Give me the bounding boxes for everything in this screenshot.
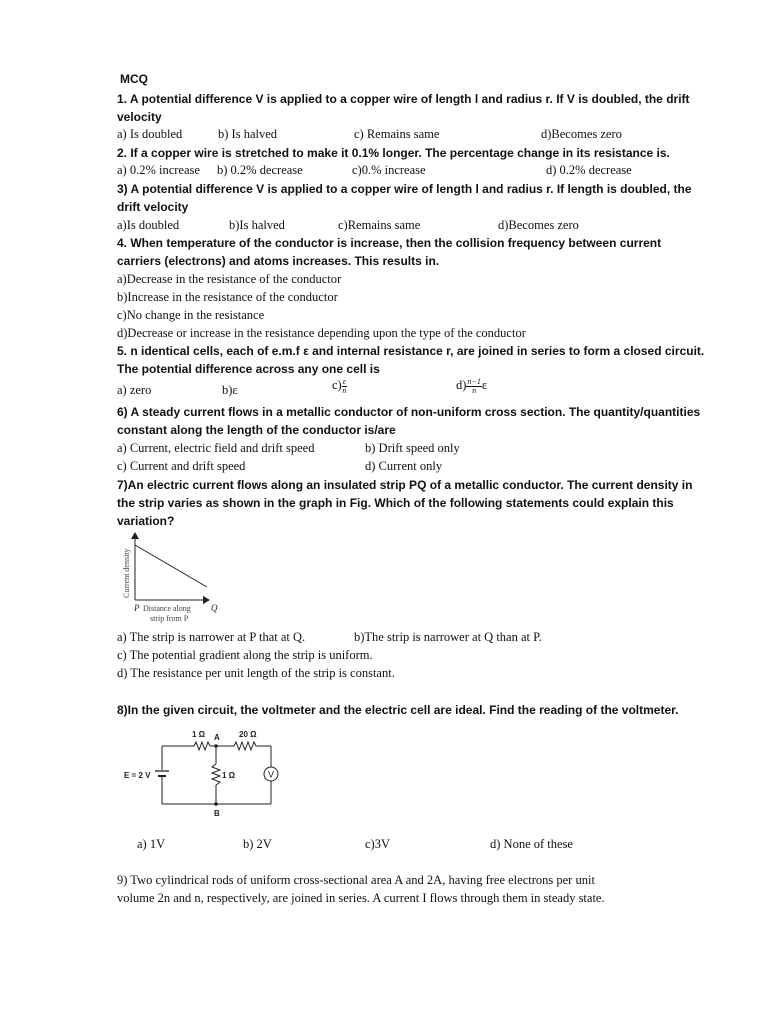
q5-option-d-denominator: n bbox=[472, 385, 477, 395]
graph-x-label-line1: Distance along bbox=[143, 604, 191, 613]
q6-option-c[interactable]: c) Current and drift speed bbox=[117, 459, 246, 473]
q3-text-line1: 3) A potential difference V is applied to a copper wire of length l and radius r. If length is doubled, the bbox=[117, 182, 692, 196]
q6-option-b[interactable]: b) Drift speed only bbox=[365, 441, 460, 455]
q2-option-d[interactable]: d) 0.2% decrease bbox=[546, 163, 632, 177]
q7-text-line2: the strip varies as shown in the graph in Fig. Which of the following statements could explain this bbox=[117, 496, 674, 510]
q7-option-c[interactable]: c) The potential gradient along the strip is uniform. bbox=[117, 648, 373, 662]
q1-option-c[interactable]: c) Remains same bbox=[354, 127, 440, 141]
q8-option-d[interactable]: d) None of these bbox=[490, 837, 573, 851]
q7-option-b[interactable]: b)The strip is narrower at Q than at P. bbox=[354, 630, 542, 644]
q5-option-d[interactable] bbox=[456, 376, 487, 395]
q5-option-a[interactable]: a) zero bbox=[117, 383, 152, 397]
q4-option-c[interactable]: c)No change in the resistance bbox=[117, 308, 265, 322]
resistor-1-ohm-top bbox=[194, 742, 210, 750]
section-header: MCQ bbox=[120, 72, 148, 86]
graph-y-label: Current density bbox=[122, 548, 131, 598]
resistor-1-ohm-middle bbox=[212, 764, 220, 785]
q1-option-b[interactable]: b) Is halved bbox=[218, 127, 278, 141]
q8-option-a[interactable]: a) 1V bbox=[137, 837, 166, 851]
q1-text-line2: velocity bbox=[117, 110, 162, 124]
q3-option-b[interactable]: b)Is halved bbox=[229, 218, 285, 232]
q5-text-line1: 5. n identical cells, each of e.m.f ε and internal resistance r, are joined in series to form a closed circuit. bbox=[117, 344, 705, 358]
graph-x-arrow bbox=[203, 596, 210, 604]
q3-option-a[interactable]: a)Is doubled bbox=[117, 218, 180, 232]
graph-p-label: P bbox=[134, 603, 140, 613]
q4-text-line2: carriers (electrons) and atoms increases. This results in. bbox=[117, 254, 440, 268]
label-emf: E = 2 V bbox=[124, 771, 151, 780]
q3-option-c[interactable]: c)Remains same bbox=[338, 218, 421, 232]
q2-option-c[interactable]: c)0.% increase bbox=[352, 163, 426, 177]
label-r1: 1 Ω bbox=[192, 730, 206, 739]
label-node-a: A bbox=[214, 733, 220, 742]
q5-option-d-prefix: d) bbox=[456, 378, 467, 392]
q7-text-line1: 7)An electric current flows along an insulated strip PQ of a metallic conductor. The current density in bbox=[117, 478, 693, 492]
q1-text-line1: 1. A potential difference V is applied to a copper wire of length l and radius r. If V is doubled, the drift bbox=[117, 92, 690, 106]
voltmeter-symbol: V bbox=[267, 769, 275, 780]
q8-option-b[interactable]: b) 2V bbox=[243, 837, 272, 851]
label-node-b: B bbox=[214, 809, 220, 818]
q5-option-c-denominator: n bbox=[342, 385, 347, 395]
q6-option-d[interactable]: d) Current only bbox=[365, 459, 443, 473]
q7-text-line3: variation? bbox=[117, 514, 175, 528]
q7-option-a[interactable]: a) The strip is narrower at P that at Q. bbox=[117, 630, 306, 644]
q1-option-d[interactable]: d)Becomes zero bbox=[541, 127, 622, 141]
graph-x-label-line2: strip from P bbox=[150, 614, 189, 623]
node-a-dot bbox=[214, 744, 218, 748]
node-b-dot bbox=[214, 802, 218, 806]
q9-text-line1: 9) Two cylindrical rods of uniform cross-sectional area A and 2A, having free electrons per unit bbox=[117, 873, 595, 887]
q5-option-c-fraction bbox=[342, 378, 347, 395]
q2-option-a[interactable]: a) 0.2% increase bbox=[117, 163, 200, 177]
q5-text-line2: The potential difference across any one cell is bbox=[117, 362, 380, 376]
q8-text-line1: 8)In the given circuit, the voltmeter and the electric cell are ideal. Find the reading of the voltmeter. bbox=[117, 703, 679, 717]
graph-q-label: Q bbox=[211, 603, 218, 613]
q3-option-d[interactable]: d)Becomes zero bbox=[498, 218, 579, 232]
label-r2: 20 Ω bbox=[239, 730, 257, 739]
q5-option-d-numerator: n−1 bbox=[467, 376, 481, 386]
q2-text-line1: 2. If a copper wire is stretched to make it 0.1% longer. The percentage change in its resistance is. bbox=[117, 146, 670, 160]
q1-option-a[interactable]: a) Is doubled bbox=[117, 127, 183, 141]
q4-text-line1: 4. When temperature of the conductor is increase, then the collision frequency between current bbox=[117, 236, 662, 250]
q9-text-line2: volume 2n and n, respectively, are joined in series. A current I flows through them in steady state. bbox=[117, 891, 605, 905]
resistor-20-ohm bbox=[234, 742, 256, 750]
q8-option-c[interactable]: c)3V bbox=[365, 837, 390, 851]
q5-option-c-numerator: ε bbox=[342, 376, 346, 386]
circuit-diagram bbox=[110, 724, 290, 824]
q7-option-d[interactable]: d) The resistance per unit length of the strip is constant. bbox=[117, 666, 395, 680]
q5-option-d-suffix: ε bbox=[481, 378, 488, 392]
q4-option-b[interactable]: b)Increase in the resistance of the conductor bbox=[117, 290, 338, 304]
current-density-graph bbox=[112, 530, 232, 630]
q6-text-line2: constant along the length of the conductor is/are bbox=[117, 423, 396, 437]
q4-option-d[interactable]: d)Decrease or increase in the resistance depending upon the type of the conductor bbox=[117, 326, 526, 340]
q6-option-a[interactable]: a) Current, electric field and drift speed bbox=[117, 441, 315, 455]
q6-text-line1: 6) A steady current flows in a metallic conductor of non-uniform cross section. The quantity/quantities bbox=[117, 405, 701, 419]
q4-option-a[interactable]: a)Decrease in the resistance of the conductor bbox=[117, 272, 342, 286]
q5-option-d-fraction bbox=[466, 378, 481, 395]
q5-option-b[interactable]: b)ε bbox=[222, 383, 238, 397]
graph-data-line bbox=[135, 545, 207, 587]
q3-text-line2: drift velocity bbox=[117, 200, 189, 214]
label-r3: 1 Ω bbox=[222, 771, 236, 780]
q5-option-c[interactable] bbox=[332, 376, 347, 395]
q2-option-b[interactable]: b) 0.2% decrease bbox=[217, 163, 303, 177]
q5-option-c-prefix: c) bbox=[332, 378, 342, 392]
graph-y-arrow bbox=[131, 532, 139, 539]
